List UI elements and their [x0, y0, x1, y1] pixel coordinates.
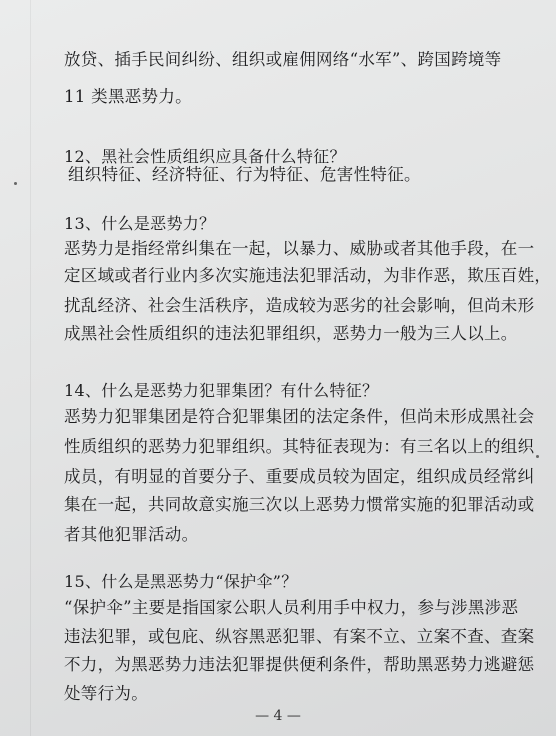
- text-line: 恶势力是指经常纠集在一起，以暴力、威胁或者其他手段，在一: [64, 239, 535, 258]
- text-line: 处等行为。: [64, 684, 148, 703]
- text-line: 性质组织的恶势力犯罪组织。其特征表现为：有三名以上的组织: [64, 437, 535, 456]
- question-heading: 14、什么是恶势力犯罪集团？有什么特征？: [64, 381, 379, 400]
- question-heading: 15、什么是黑恶势力“保护伞”？: [64, 572, 298, 591]
- paper-speck: [536, 455, 539, 458]
- text-line: “保护伞”主要是指国家公职人员利用手中权力，参与涉黑涉恶: [64, 598, 519, 617]
- text-line: 恶势力犯罪集团是符合犯罪集团的法定条件，但尚未形成黑社会: [64, 407, 535, 426]
- page-number: — 4 —: [255, 708, 301, 724]
- text-line: 成员，有明显的首要分子、重要成员较为固定，组织成员经常纠: [64, 467, 535, 486]
- paper-fold: [30, 0, 31, 736]
- text-line: 者其他犯罪活动。: [64, 525, 199, 544]
- text-line: 11 类黑恶势力。: [64, 87, 192, 106]
- question-heading: 12、黑社会性质组织应具备什么特征？: [64, 147, 346, 166]
- text-line: 扰乱经济、社会生活秩序，造成较为恶劣的社会影响，但尚未形: [64, 296, 535, 315]
- text-line: 组织特征、经济特征、行为特征、危害性特征。: [68, 165, 421, 184]
- text-line: 集在一起，共同故意实施三次以上恶势力惯常实施的犯罪活动或: [64, 495, 535, 514]
- text-line: 违法犯罪，或包庇、纵容黑恶犯罪、有案不立、立案不查、查案: [64, 627, 535, 646]
- text-line: 不力，为黑恶势力违法犯罪提供便利条件，帮助黑恶势力逃避惩: [64, 655, 535, 674]
- text-line: 成黑社会性质组织的违法犯罪组织，恶势力一般为三人以上。: [64, 324, 518, 343]
- question-heading: 13、什么是恶势力？: [64, 214, 216, 233]
- text-line: 放贷、插手民间纠纷、组织或雇佣网络“水军”、跨国跨境等: [64, 50, 502, 69]
- paper-speck: [14, 182, 17, 185]
- text-line: 定区域或者行业内多次实施违法犯罪活动，为非作恶，欺压百姓，: [64, 266, 552, 285]
